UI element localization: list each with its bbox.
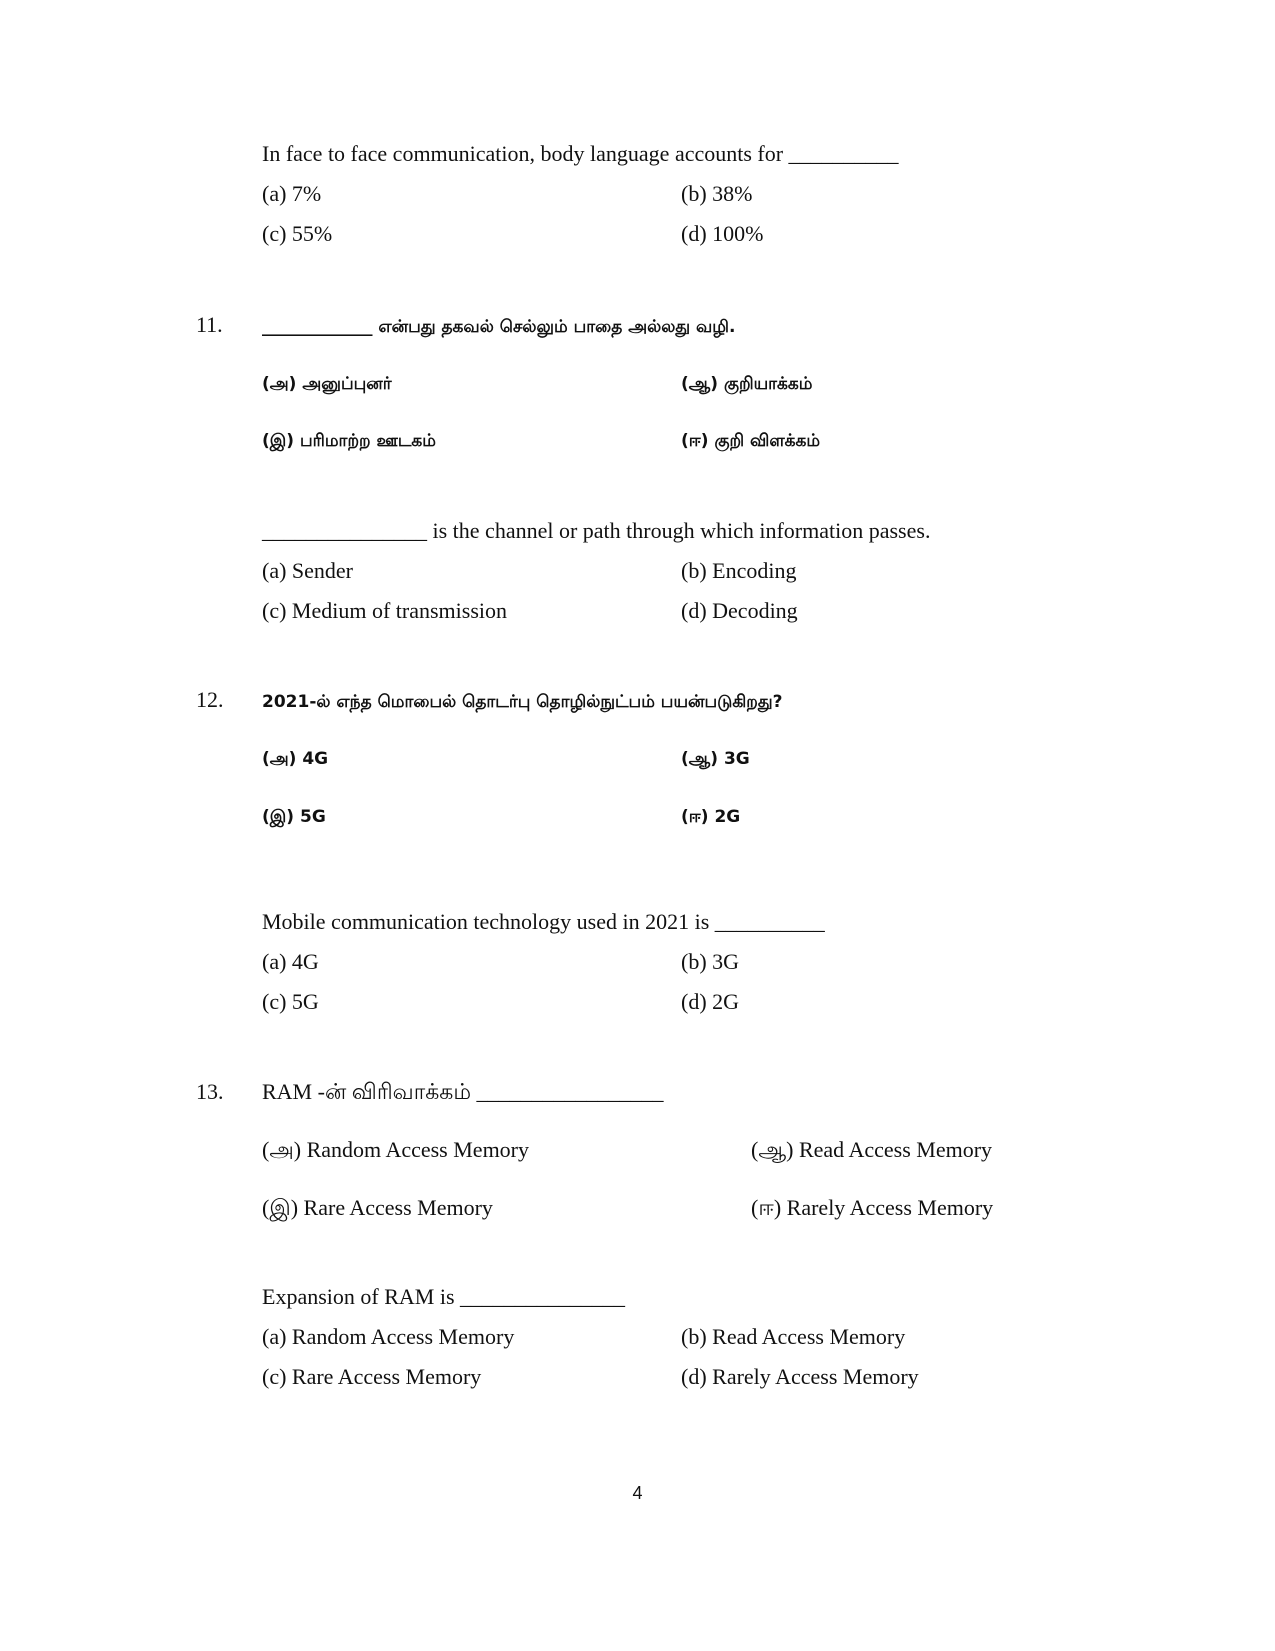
q11-option-d: (d) Decoding bbox=[681, 598, 798, 623]
q12-option-d: (d) 2G bbox=[681, 989, 740, 1014]
q12-option-c: (c) 5G bbox=[262, 989, 319, 1014]
q11-option-c: (c) Medium of transmission bbox=[262, 598, 508, 623]
page-number: 4 bbox=[632, 1483, 643, 1503]
q13-tamil-option-b: (ஆ) Read Access Memory bbox=[751, 1137, 993, 1162]
question-number-11: 11. bbox=[196, 312, 223, 337]
q11-tamil-option-a: (அ) அனுப்புனர் bbox=[262, 374, 392, 394]
q11-tamil-question: _____________ என்பது தகவல் செல்லும் பாதை அல்லது வழி. bbox=[262, 317, 736, 337]
q13-option-c: (c) Rare Access Memory bbox=[262, 1364, 482, 1389]
q10-option-d: (d) 100% bbox=[681, 221, 764, 246]
q12-tamil-option-a: (அ) 4G bbox=[262, 749, 329, 769]
q12-tamil-option-c: (இ) 5G bbox=[262, 807, 326, 827]
q12-english-question: Mobile communication technology used in 2021 is __________ bbox=[262, 909, 825, 934]
q13-tamil-option-d: (ஈ) Rarely Access Memory bbox=[751, 1195, 994, 1220]
q11-option-a: (a) Sender bbox=[262, 558, 354, 583]
q13-option-d: (d) Rarely Access Memory bbox=[681, 1364, 919, 1389]
q12-tamil-option-b: (ஆ) 3G bbox=[681, 749, 750, 769]
q13-option-b: (b) Read Access Memory bbox=[681, 1324, 906, 1349]
q12-option-a: (a) 4G bbox=[262, 949, 319, 974]
q10-option-c: (c) 55% bbox=[262, 221, 333, 246]
question-number-13: 13. bbox=[196, 1079, 224, 1104]
q12-tamil-option-d: (ஈ) 2G bbox=[681, 807, 741, 827]
q11-tamil-option-b: (ஆ) குறியாக்கம் bbox=[681, 374, 813, 394]
q10-english-question: In face to face communication, body language accounts for __________ bbox=[262, 141, 899, 166]
q13-english-question: Expansion of RAM is _______________ bbox=[262, 1284, 625, 1309]
question-number-12: 12. bbox=[196, 687, 224, 712]
q11-option-b: (b) Encoding bbox=[681, 558, 797, 583]
q10-option-a: (a) 7% bbox=[262, 181, 322, 206]
q11-tamil-option-c: (இ) பரிமாற்ற ஊடகம் bbox=[262, 431, 436, 451]
q12-tamil-question: 2021-ல் எந்த மொபைல் தொடர்பு தொழில்நுட்பம் பயன்படுகிறது? bbox=[262, 692, 783, 712]
q13-option-a: (a) Random Access Memory bbox=[262, 1324, 515, 1349]
q12-option-b: (b) 3G bbox=[681, 949, 740, 974]
q13-tamil-option-c: (இ) Rare Access Memory bbox=[262, 1195, 493, 1220]
q11-tamil-option-d: (ஈ) குறி விளக்கம் bbox=[681, 431, 821, 451]
q11-english-question: _______________ is the channel or path through which information passes. bbox=[262, 518, 931, 543]
q10-option-b: (b) 38% bbox=[681, 181, 753, 206]
q13-tamil-option-a: (அ) Random Access Memory bbox=[262, 1137, 530, 1162]
q13-tamil-question: RAM -ன் விரிவாக்கம் _________________ bbox=[262, 1079, 664, 1104]
